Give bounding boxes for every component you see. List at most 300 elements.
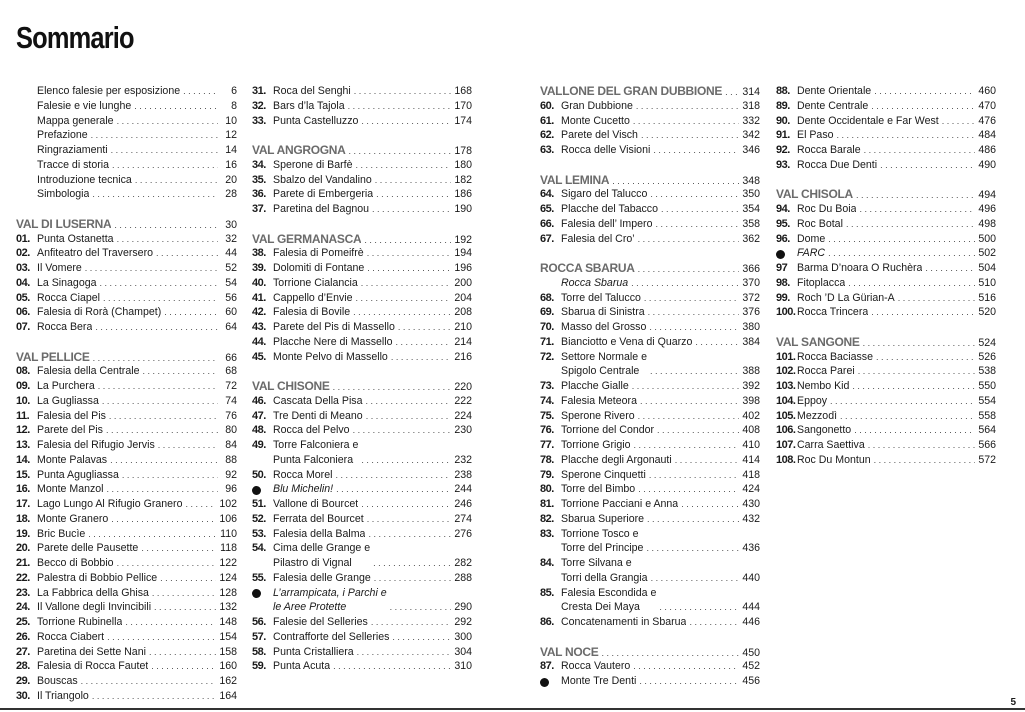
toc-entry[interactable]	[540, 674, 760, 689]
toc-entry[interactable]	[252, 630, 472, 645]
toc-entry[interactable]	[16, 173, 237, 188]
dot-leader	[651, 571, 740, 586]
entry-label: La Fabbrica della Ghisa	[37, 586, 149, 599]
toc-entry[interactable]	[540, 305, 760, 320]
toc-entry[interactable]	[540, 187, 760, 202]
toc-entry[interactable]	[540, 556, 760, 586]
toc-entry[interactable]	[252, 571, 472, 586]
entry-label	[273, 438, 358, 468]
toc-entry[interactable]	[16, 114, 237, 129]
toc-entry[interactable]	[252, 291, 472, 306]
entry-number: 43.	[252, 321, 266, 333]
entry-label: Rocca Vautero	[561, 660, 631, 673]
toc-entry[interactable]	[776, 453, 996, 468]
dot-leader	[633, 114, 739, 129]
entry-label: Rocca Ciabert	[37, 630, 105, 643]
page-ref: 106	[219, 512, 237, 525]
toc-entry[interactable]	[252, 114, 472, 129]
entry-label: Falesia del Cro’	[561, 232, 635, 245]
dot-leader	[876, 350, 975, 365]
entry-number: 56.	[252, 616, 266, 628]
toc-entry[interactable]	[540, 217, 760, 232]
toc-entry[interactable]	[776, 364, 996, 379]
dot-leader	[649, 468, 740, 483]
dot-leader	[641, 128, 739, 143]
page-ref: 282	[454, 557, 472, 569]
toc-entry[interactable]	[252, 586, 472, 616]
entry-label	[273, 586, 387, 616]
page-ref: 12	[225, 129, 237, 142]
page-ref: 380	[742, 321, 760, 333]
entry-number: 83.	[540, 527, 554, 540]
entry-number: 68.	[540, 291, 554, 304]
entry-label	[561, 527, 643, 557]
dot-leader	[646, 541, 739, 556]
dot-leader	[367, 512, 452, 527]
toc-entry[interactable]	[540, 320, 760, 335]
page-ref: 314	[742, 86, 760, 98]
toc-entry[interactable]	[776, 232, 996, 247]
dot-leader	[156, 246, 218, 261]
page-ref: 490	[978, 158, 996, 171]
entry-number: 77.	[540, 439, 554, 451]
dot-leader	[828, 232, 975, 247]
entry-label: Punta Castelluzzo	[273, 114, 359, 127]
entry-label: Rocca Ciapel	[37, 291, 101, 304]
page-ref: 10	[225, 114, 237, 127]
page-ref: 424	[742, 483, 760, 496]
page-ref: 164	[219, 689, 237, 702]
page-ref: 232	[454, 453, 472, 466]
dot-leader	[880, 158, 975, 173]
toc-entry[interactable]	[776, 217, 996, 232]
entry-label: Parete del Pis	[37, 424, 103, 437]
page-ref: 192	[454, 233, 472, 246]
page-ref: 500	[978, 232, 996, 245]
toc-entry[interactable]	[252, 512, 472, 527]
toc-entry[interactable]	[540, 468, 760, 483]
page-ref: 290	[454, 601, 472, 614]
page-ref: 292	[454, 616, 472, 628]
toc-entry[interactable]	[16, 99, 237, 114]
entry-number: 103.	[776, 380, 796, 392]
toc-entry[interactable]	[776, 202, 996, 217]
toc-entry[interactable]	[16, 689, 237, 704]
entry-label: Punta Cristalliera	[273, 645, 354, 658]
toc-entry[interactable]	[16, 674, 237, 689]
toc-entry[interactable]	[252, 438, 472, 468]
page-ref: 366	[742, 263, 760, 275]
dot-leader	[898, 291, 976, 306]
page-ref: 60	[225, 306, 237, 319]
entry-number: 42.	[252, 306, 266, 319]
dot-leader	[631, 276, 739, 291]
dot-leader	[85, 261, 218, 276]
section-header[interactable]	[540, 645, 760, 660]
toc-entry[interactable]	[16, 571, 237, 586]
entry-number: 97	[776, 262, 788, 274]
toc-entry[interactable]	[16, 394, 237, 409]
entry-label: Lago Lungo Al Rifugio Granero	[37, 498, 183, 510]
page-ref: 446	[742, 616, 760, 628]
toc-entry[interactable]	[540, 99, 760, 114]
entry-label: Palestra di Bobbio Pellice	[37, 571, 158, 584]
toc-entry[interactable]	[776, 143, 996, 158]
entry-label: Bars d’la Tajola	[273, 99, 345, 112]
page-ref: 244	[454, 483, 472, 496]
toc-entry[interactable]	[540, 335, 760, 350]
entry-number: 35.	[252, 173, 266, 186]
entry-label: Paretina del Bagnou	[273, 203, 370, 215]
toc-entry[interactable]	[540, 438, 760, 453]
dot-leader	[367, 246, 452, 261]
dot-leader	[854, 423, 975, 438]
toc-entry[interactable]	[16, 497, 237, 512]
toc-entry[interactable]	[16, 586, 237, 601]
entry-number: 47.	[252, 409, 266, 422]
toc-entry[interactable]	[252, 99, 472, 114]
page-ref: 6	[231, 85, 237, 97]
entry-number: 46.	[252, 394, 266, 407]
entry-number: 03.	[16, 262, 30, 274]
toc-entry[interactable]	[776, 128, 996, 143]
toc-entry[interactable]	[776, 261, 996, 276]
toc-entry[interactable]	[16, 482, 237, 497]
page-ref: 408	[742, 424, 760, 437]
entry-number: 18.	[16, 512, 30, 525]
toc-entry[interactable]	[776, 350, 996, 365]
page-ref: 376	[742, 306, 760, 319]
dot-leader	[111, 512, 216, 527]
toc-entry[interactable]	[540, 482, 760, 497]
toc-entry[interactable]	[776, 114, 996, 129]
toc-entry[interactable]	[540, 423, 760, 438]
toc-entry[interactable]	[16, 246, 237, 261]
toc-entry[interactable]	[776, 84, 996, 99]
toc-entry[interactable]	[252, 158, 472, 173]
page-ref: 56	[225, 291, 237, 304]
page-ref: 564	[978, 424, 996, 437]
entry-number: 26.	[16, 630, 30, 643]
dot-leader	[151, 659, 216, 674]
toc-entry[interactable]	[540, 394, 760, 409]
dot-leader	[371, 615, 452, 630]
entry-number: 96.	[776, 232, 790, 245]
dot-leader	[398, 320, 451, 335]
toc-entry[interactable]	[540, 659, 760, 674]
toc-entry[interactable]	[540, 453, 760, 468]
toc-entry[interactable]	[252, 350, 472, 365]
toc-entry[interactable]	[16, 630, 237, 645]
entry-label: Eppoy	[797, 394, 828, 407]
page-ref: 410	[742, 439, 760, 451]
section-header[interactable]	[776, 335, 996, 350]
entry-number: 39.	[252, 262, 266, 274]
entry-number: 58.	[252, 645, 266, 658]
entry-label-line2: Spigolo Centrale	[561, 365, 640, 378]
entry-label: Punta Agugliassa	[37, 468, 119, 481]
entry-label: Falesia dell’ Impero	[561, 217, 653, 230]
toc-entry[interactable]	[16, 187, 237, 202]
page-ref: 118	[220, 542, 237, 555]
entry-number: 33.	[252, 114, 266, 127]
entry-number: 90.	[776, 114, 790, 127]
toc-entry[interactable]	[16, 615, 237, 630]
dot-leader	[648, 305, 740, 320]
toc-entry[interactable]	[540, 232, 760, 247]
toc-entry[interactable]	[540, 512, 760, 527]
entry-label	[561, 556, 648, 586]
toc-entry[interactable]	[252, 659, 472, 674]
page-ref: 196	[454, 262, 472, 274]
toc-entry[interactable]	[252, 305, 472, 320]
toc-entry[interactable]	[540, 291, 760, 306]
dot-leader	[122, 468, 218, 483]
section-header[interactable]	[776, 187, 996, 202]
toc-entry[interactable]	[540, 114, 760, 129]
toc-entry[interactable]	[252, 394, 472, 409]
toc-entry[interactable]	[16, 232, 237, 247]
entry-label: Rocca del Pelvo	[273, 424, 350, 437]
page-ref: 96	[225, 483, 237, 496]
info-bullet-icon	[776, 246, 797, 261]
entry-label-line1: Torrione Tosco e	[561, 527, 639, 540]
toc-entry[interactable]	[540, 143, 760, 158]
section-header[interactable]	[252, 143, 472, 158]
dot-leader	[640, 394, 739, 409]
entry-number: 88.	[776, 85, 790, 97]
entry-label	[561, 586, 656, 616]
toc-entry[interactable]	[252, 335, 472, 350]
toc-entry[interactable]	[540, 497, 760, 512]
entry-label: Torre del Talucco	[561, 291, 641, 304]
toc-entry[interactable]	[16, 527, 237, 542]
toc-entry[interactable]	[252, 84, 472, 99]
toc-entry[interactable]	[252, 645, 472, 660]
toc-entry[interactable]	[252, 423, 472, 438]
toc-entry[interactable]	[16, 305, 237, 320]
toc-entry[interactable]	[16, 512, 237, 527]
dot-leader	[353, 305, 451, 320]
dot-leader	[183, 84, 218, 99]
entry-label: Simbologia	[37, 188, 90, 201]
toc-entry[interactable]	[252, 202, 472, 217]
dot-leader	[874, 84, 975, 99]
toc-entry[interactable]	[16, 379, 237, 394]
toc-entry[interactable]	[776, 305, 996, 320]
toc-entry[interactable]	[540, 527, 760, 557]
entry-number: 06.	[16, 306, 30, 319]
page-ref: 72	[225, 380, 237, 392]
page-ref: 554	[978, 394, 996, 407]
entry-label: Rocca Morel	[273, 468, 333, 481]
toc-entry[interactable]	[252, 527, 472, 542]
toc-entry[interactable]	[16, 659, 237, 674]
page-ref: 28	[225, 188, 237, 201]
entry-number: 102.	[776, 365, 796, 378]
toc-entry[interactable]	[776, 438, 996, 453]
section-header[interactable]	[252, 379, 472, 394]
entry-number: 71.	[540, 335, 554, 348]
entry-label-line2: Punta Falconiera	[273, 453, 354, 466]
entry-label: Bric Bucìe	[37, 527, 86, 540]
dot-leader	[361, 114, 451, 129]
dot-leader	[647, 512, 739, 527]
entry-number: 84.	[540, 557, 554, 569]
toc-entry[interactable]	[252, 261, 472, 276]
toc-entry[interactable]	[252, 497, 472, 512]
toc-entry[interactable]	[776, 423, 996, 438]
entry-number: 15.	[16, 468, 30, 481]
entry-label: Concatenamenti in Sbarua	[561, 616, 687, 628]
page-ref: 372	[742, 291, 760, 304]
dot-leader	[633, 659, 739, 674]
entry-number: 11.	[16, 409, 30, 422]
page-ref: 180	[454, 158, 472, 171]
section-header[interactable]	[540, 173, 760, 188]
section-header[interactable]	[252, 232, 472, 247]
toc-entry[interactable]	[252, 246, 472, 261]
toc-entry[interactable]	[540, 615, 760, 630]
toc-entry[interactable]	[16, 409, 237, 424]
toc-entry[interactable]	[16, 600, 237, 615]
entry-number: 65.	[540, 203, 554, 215]
page-ref: 348	[742, 174, 760, 187]
section-header[interactable]	[540, 84, 760, 99]
entry-label: Il Vallone degli Invincibili	[37, 601, 152, 614]
section-header[interactable]	[540, 261, 760, 276]
toc-entry[interactable]	[540, 276, 760, 291]
entry-number: 27.	[16, 645, 30, 658]
dot-leader	[361, 453, 451, 468]
toc-entry[interactable]	[16, 468, 237, 483]
entry-label: Monte Manzol	[37, 483, 104, 496]
entry-label: Barma D’noara O Ruchèra	[797, 262, 923, 274]
toc-entry[interactable]	[252, 468, 472, 483]
toc-entry[interactable]	[16, 158, 237, 173]
toc-entry[interactable]	[252, 173, 472, 188]
dot-leader	[858, 364, 976, 379]
entry-label: El Paso	[797, 129, 834, 142]
entry-label: Masso del Grosso	[561, 321, 647, 333]
dot-leader	[98, 379, 218, 394]
toc-entry[interactable]	[540, 202, 760, 217]
toc-entry[interactable]	[252, 320, 472, 335]
toc-entry[interactable]	[252, 187, 472, 202]
page-ref: 66	[225, 351, 237, 364]
toc-entry[interactable]	[16, 364, 237, 379]
toc-entry[interactable]	[540, 586, 760, 616]
entry-label-line2: Pilastro di Vignal	[273, 557, 352, 569]
toc-entry[interactable]	[16, 320, 237, 335]
dot-leader	[864, 143, 976, 158]
toc-entry[interactable]	[540, 409, 760, 424]
toc-entry[interactable]	[252, 276, 472, 291]
toc-entry[interactable]	[16, 453, 237, 468]
toc-entry[interactable]	[16, 556, 237, 571]
entry-label: Falesia di Bovile	[273, 306, 351, 319]
entry-number: 62.	[540, 129, 554, 142]
entry-label: Ferrata del Bourcet	[273, 512, 364, 525]
entry-label: Cascata Della Pisa	[273, 394, 363, 407]
entry-label-line2: Torre del Principe	[561, 542, 644, 555]
toc-entry[interactable]	[16, 84, 237, 99]
toc-entry[interactable]	[16, 143, 237, 158]
toc-entry[interactable]	[776, 276, 996, 291]
toc-entry[interactable]	[776, 409, 996, 424]
toc-entry[interactable]	[776, 394, 996, 409]
dot-leader	[361, 497, 451, 512]
toc-entry[interactable]	[16, 128, 237, 143]
section-title: ROCCA SBARUA	[540, 261, 635, 275]
section-header[interactable]	[16, 217, 237, 232]
dot-leader	[675, 453, 740, 468]
toc-entry[interactable]	[776, 99, 996, 114]
toc-entry[interactable]	[776, 158, 996, 173]
toc-entry[interactable]	[16, 291, 237, 306]
dot-leader	[353, 423, 452, 438]
dot-leader	[644, 291, 739, 306]
toc-entry[interactable]	[776, 379, 996, 394]
toc-entry[interactable]	[252, 615, 472, 630]
section-header[interactable]	[16, 350, 237, 365]
page-ref: 354	[742, 203, 760, 215]
toc-entry[interactable]	[16, 645, 237, 660]
dot-leader	[828, 246, 975, 261]
entry-label: Rocca Bera	[37, 321, 93, 333]
toc-entry[interactable]	[776, 291, 996, 306]
entry-number: 41.	[252, 291, 266, 304]
toc-entry[interactable]	[540, 379, 760, 394]
dot-leader	[336, 482, 451, 497]
toc-entry[interactable]	[16, 541, 237, 556]
dot-leader	[349, 144, 452, 159]
toc-entry[interactable]	[16, 438, 237, 453]
entry-label: Tracce di storia	[37, 158, 110, 171]
entry-number: 10.	[16, 394, 30, 407]
toc-entry[interactable]	[252, 482, 472, 497]
page-ref: 300	[454, 630, 472, 643]
toc-entry[interactable]	[252, 409, 472, 424]
toc-entry[interactable]	[252, 541, 472, 571]
entry-label: Placche del Tabacco	[561, 203, 658, 215]
dot-leader	[117, 556, 217, 571]
dot-leader	[837, 128, 976, 143]
page-ref: 496	[978, 203, 996, 215]
page-ref: 572	[978, 453, 996, 466]
toc-entry[interactable]	[16, 423, 237, 438]
dot-leader	[81, 674, 217, 689]
page-ref: 498	[978, 217, 996, 230]
entry-label: La Gugliassa	[37, 394, 99, 407]
toc-entry[interactable]	[16, 261, 237, 276]
toc-entry[interactable]	[16, 276, 237, 291]
toc-entry[interactable]	[540, 128, 760, 143]
page-ref: 44	[225, 247, 237, 260]
page-ref: 288	[454, 571, 472, 584]
page-ref: 414	[742, 453, 760, 466]
toc-entry[interactable]	[540, 350, 760, 380]
page-ref: 74	[225, 394, 237, 407]
info-bullet-icon	[252, 586, 273, 601]
page-ref: 20	[225, 173, 237, 186]
toc-entry[interactable]	[776, 246, 996, 261]
entry-number: 54.	[252, 542, 266, 555]
page-ref: 452	[742, 660, 760, 673]
toc-column-1	[16, 84, 237, 704]
entry-label: Sbalzo del Vandalino	[273, 173, 372, 186]
page-ref: 128	[219, 586, 237, 599]
